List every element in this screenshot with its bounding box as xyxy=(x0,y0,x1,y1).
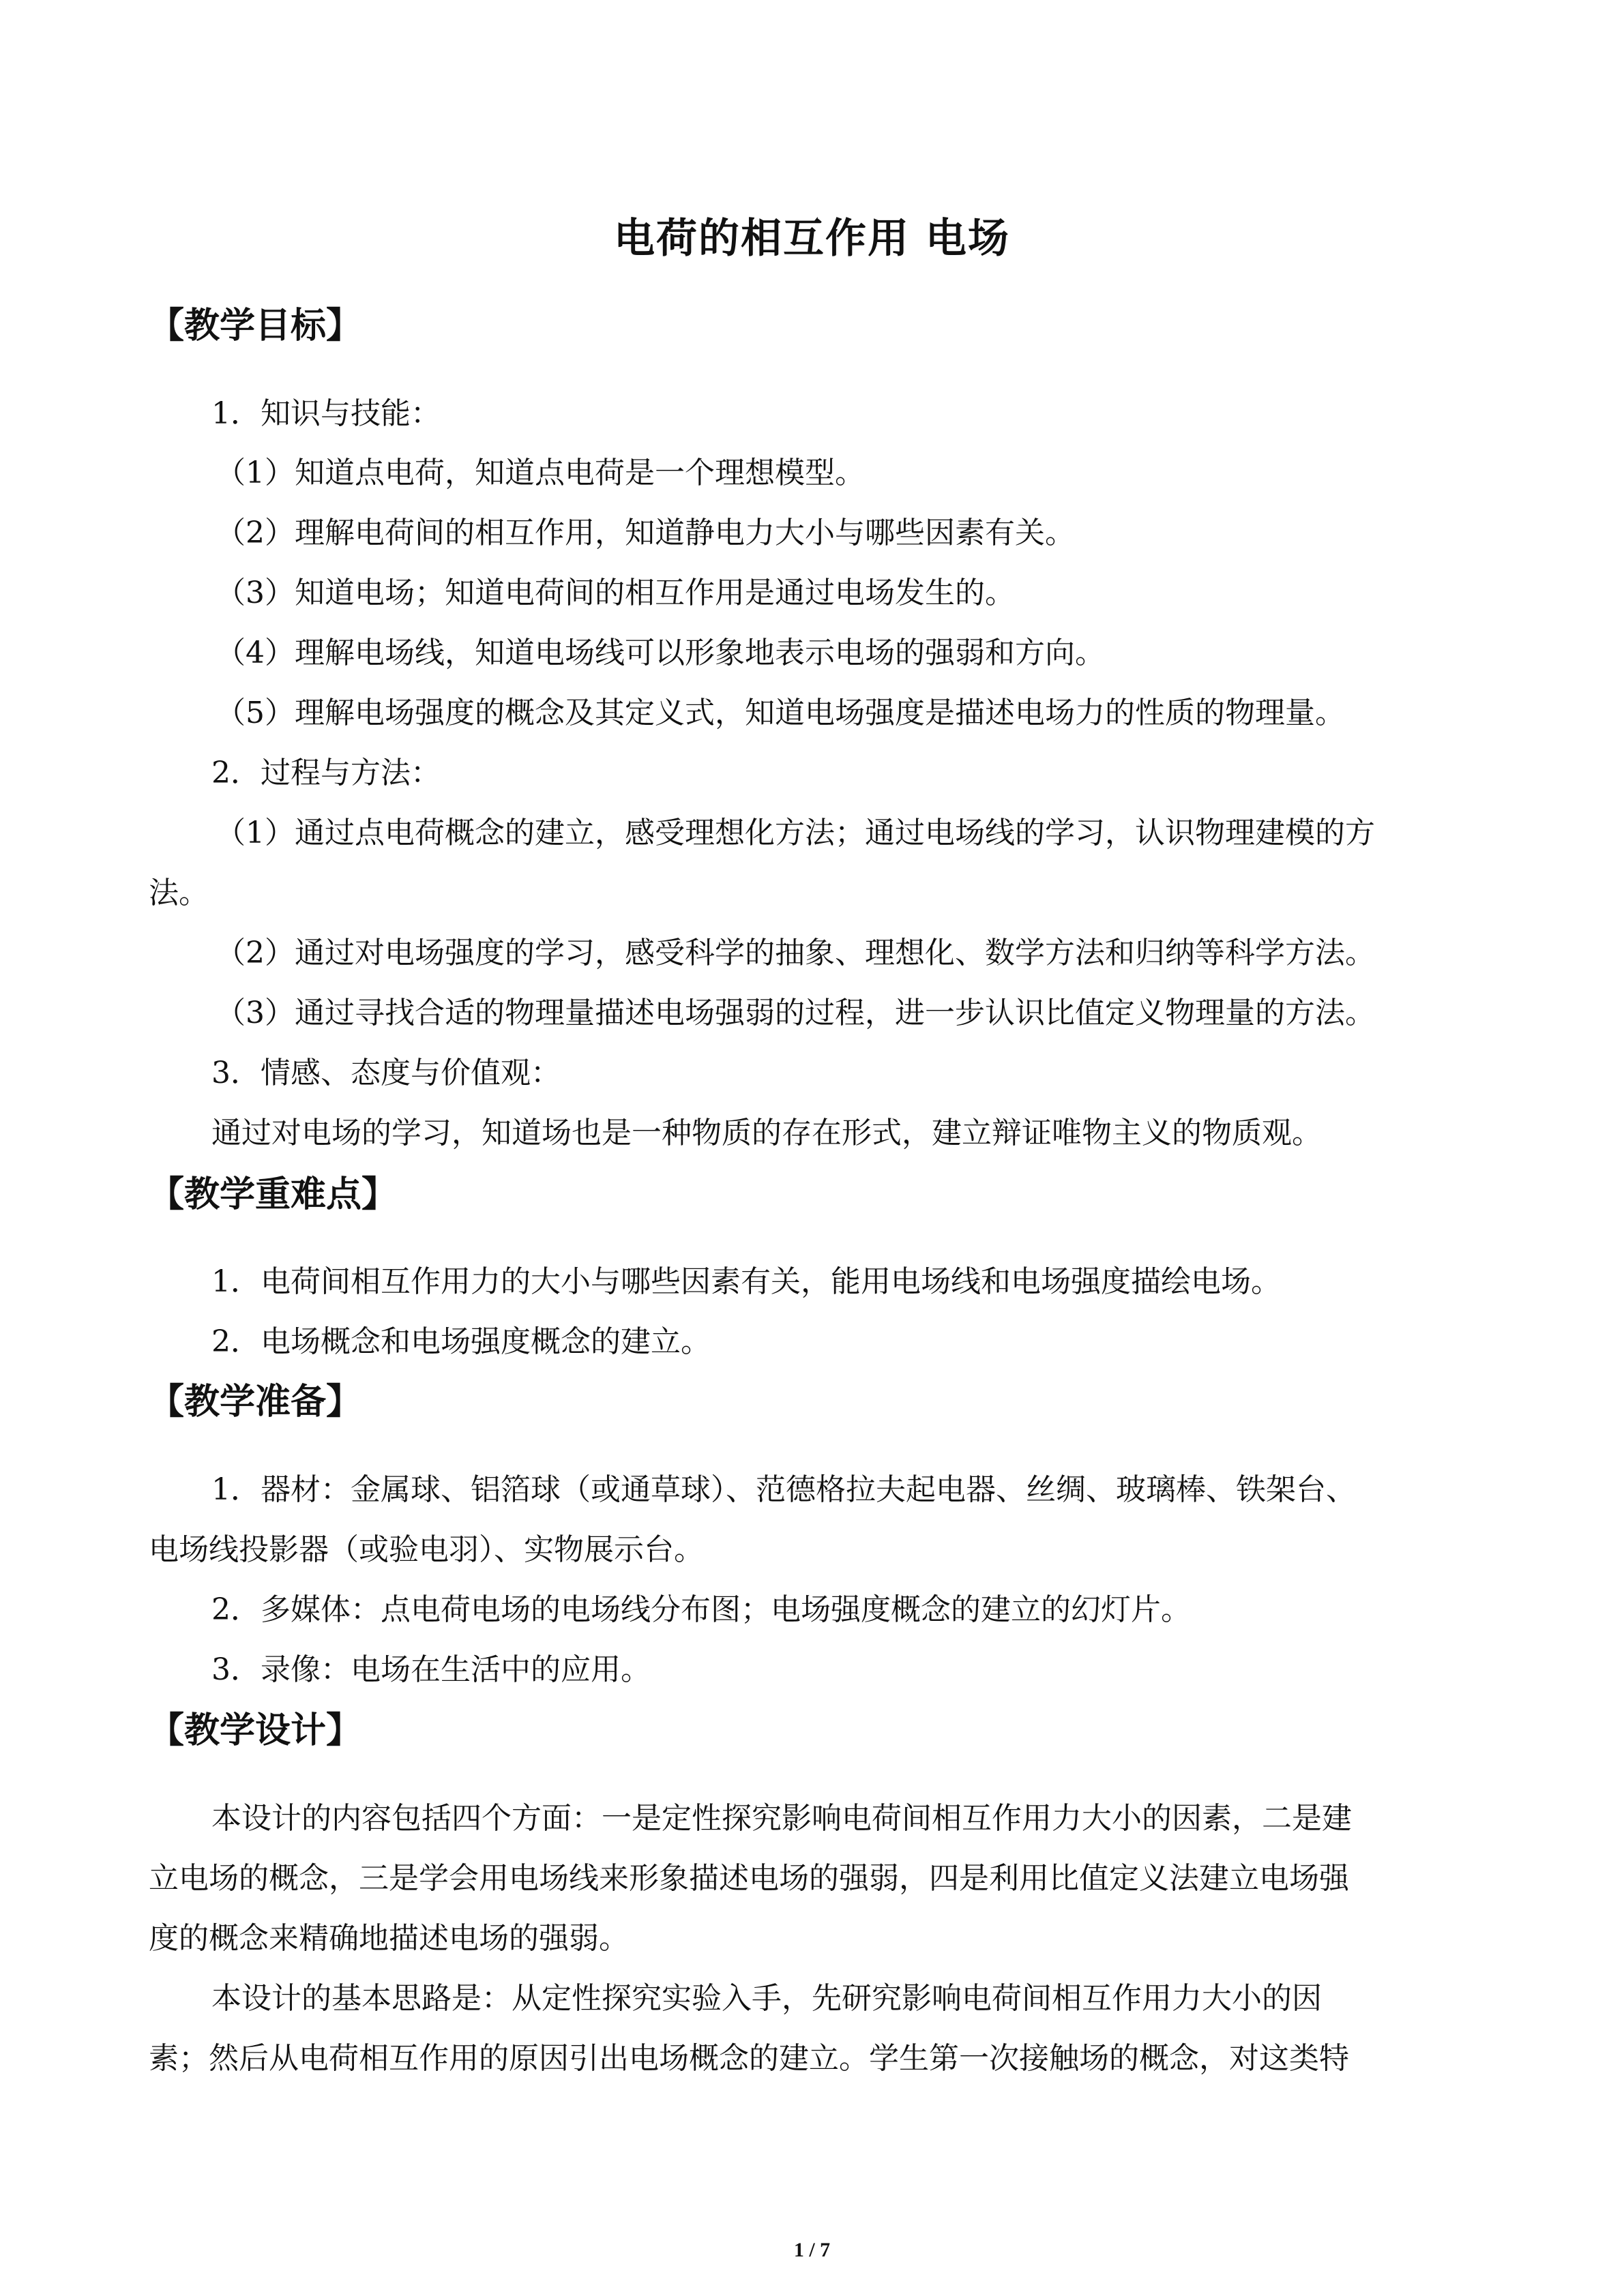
design-line: 度的概念来精确地描述电场的强弱。 xyxy=(149,1921,629,1956)
objectives-line: 3．情感、态度与价值观： xyxy=(211,1056,561,1090)
objectives-line: （5）理解电场强度的概念及其定义式，知道电场强度是描述电场力的性质的物理量。 xyxy=(216,696,1345,730)
section-heading-objectives: 【教学目标】 xyxy=(149,305,362,346)
objectives-line: （4）理解电场线，知道电场线可以形象地表示电场的强弱和方向。 xyxy=(216,636,1105,670)
page-number: 1 / 7 xyxy=(793,2239,831,2261)
objectives-line: 2．过程与方法： xyxy=(211,756,441,790)
section-heading-keypoints: 【教学重难点】 xyxy=(149,1174,398,1215)
section-heading-preparation: 【教学准备】 xyxy=(149,1382,362,1422)
preparation-line: 3．录像：电场在生活中的应用。 xyxy=(211,1652,651,1687)
preparation-line: 2．多媒体：点电荷电场的电场线分布图；电场强度概念的建立的幻灯片。 xyxy=(211,1592,1191,1627)
objectives-line: 通过对电场的学习，知道场也是一种物质的存在形式，建立辩证唯物主义的物质观。 xyxy=(211,1116,1322,1150)
document-title: 电荷的相互作用 电场 xyxy=(614,215,1010,263)
objectives-line: （1）通过点电荷概念的建立，感受理想化方法；通过电场线的学习，认识物理建模的方 xyxy=(216,816,1375,850)
design-line: 立电场的概念，三是学会用电场线来形象描述电场的强弱，四是利用比值定义法建立电场强 xyxy=(149,1861,1349,1896)
objectives-line: （1）知道点电荷，知道点电荷是一个理想模型。 xyxy=(216,456,865,490)
keypoints-line: 1．电荷间相互作用力的大小与哪些因素有关，能用电场线和电场强度描绘电场。 xyxy=(211,1264,1281,1299)
objectives-line: （3）通过寻找合适的物理量描述电场强弱的过程，进一步认识比值定义物理量的方法。 xyxy=(216,996,1375,1030)
preparation-line: 1．器材：金属球、铝箔球（或通草球）、范德格拉夫起电器、丝绸、玻璃棒、铁架台、 xyxy=(211,1472,1356,1507)
section-heading-design: 【教学设计】 xyxy=(149,1710,362,1751)
design-line: 素；然后从电荷相互作用的原因引出电场概念的建立。学生第一次接触场的概念，对这类特 xyxy=(149,2041,1349,2076)
objectives-line: 法。 xyxy=(149,876,209,910)
design-line: 本设计的内容包括四个方面：一是定性探究影响电荷间相互作用力大小的因素，二是建 xyxy=(211,1801,1352,1836)
objectives-line: （2）理解电荷间的相互作用，知道静电力大小与哪些因素有关。 xyxy=(216,516,1075,550)
objectives-line: （2）通过对电场强度的学习，感受科学的抽象、理想化、数学方法和归纳等科学方法。 xyxy=(216,936,1375,970)
objectives-line: 1．知识与技能： xyxy=(211,396,441,431)
keypoints-line: 2．电场概念和电场强度概念的建立。 xyxy=(211,1324,711,1359)
preparation-line: 电场线投影器（或验电羽）、实物展示台。 xyxy=(149,1532,704,1567)
objectives-line: （3）知道电场；知道电荷间的相互作用是通过电场发生的。 xyxy=(216,576,1015,610)
design-line: 本设计的基本思路是：从定性探究实验入手，先研究影响电荷间相互作用力大小的因 xyxy=(211,1981,1322,2016)
